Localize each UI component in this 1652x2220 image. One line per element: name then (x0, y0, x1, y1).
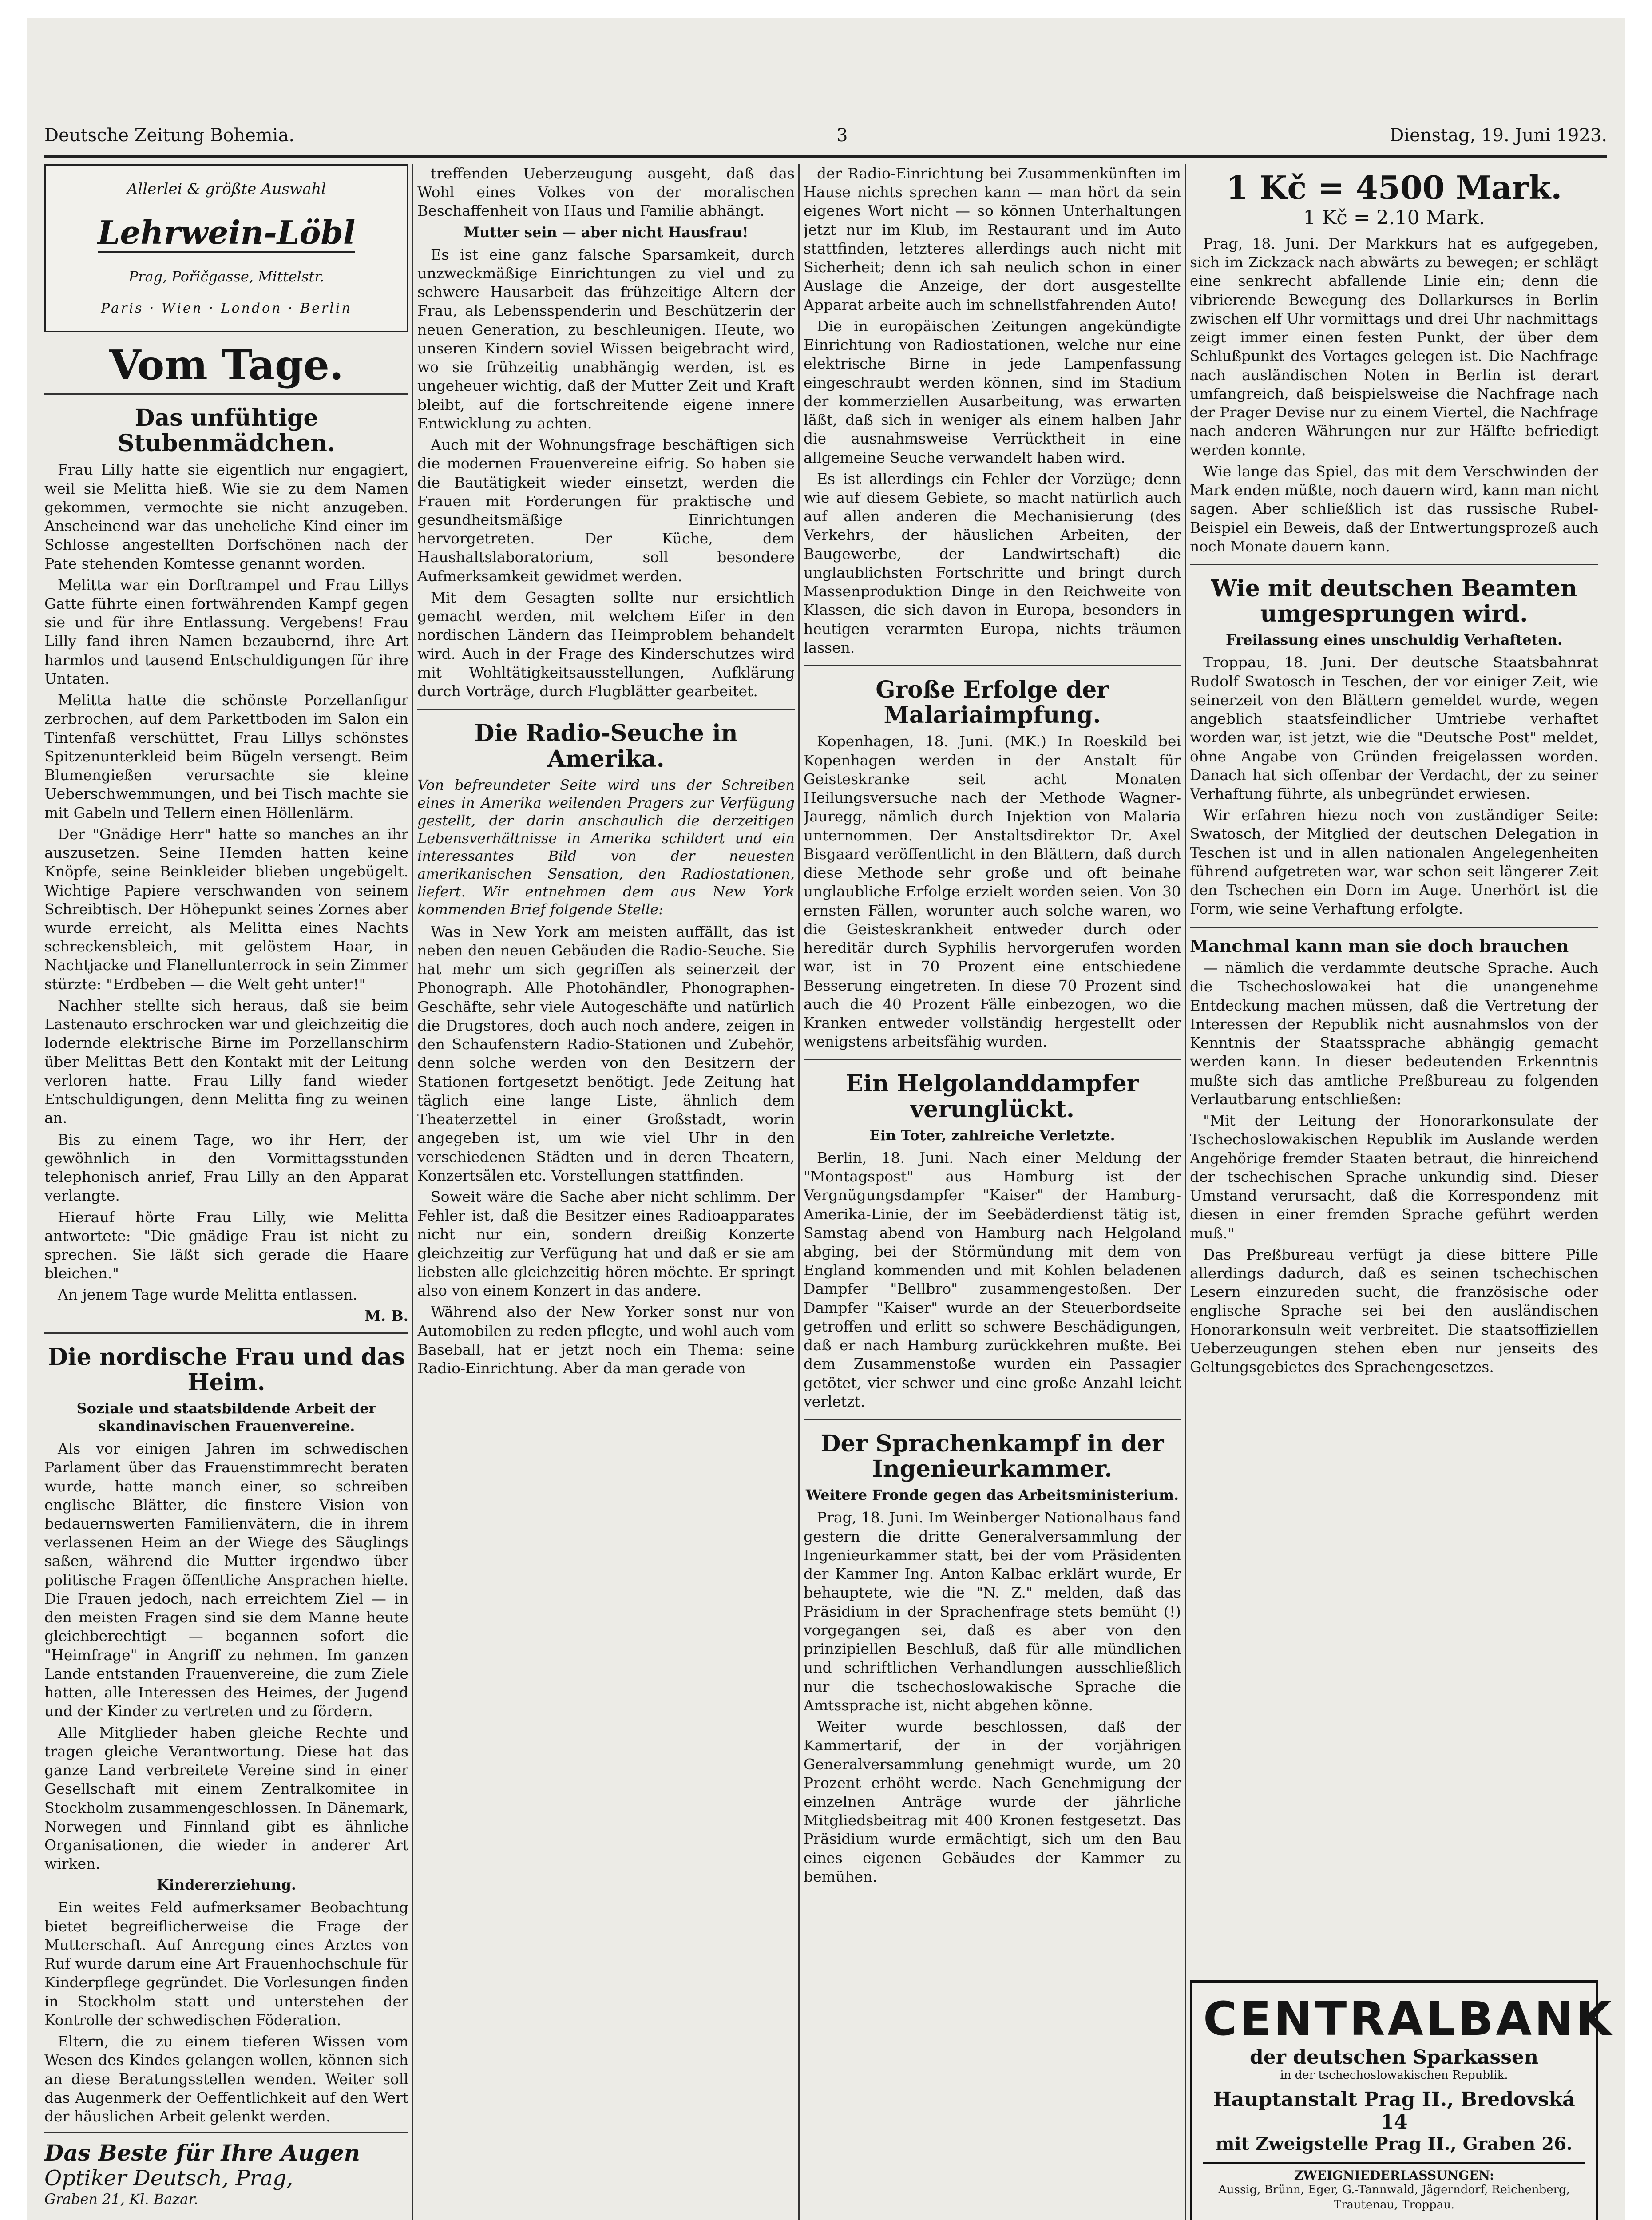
article-paragraph: Während also der New Yorker sonst nur von Automobilen zu reden pflegte, und wohl auch vom Baseball, hat er jetzt noch ein Thema: seine Radio-Einrichtung. Aber da man gerade von (417, 1303, 795, 1377)
bank-branches: Aussig, Brünn, Eger, G.-Tannwald, Jägerndorf, Reichenberg, Trautenau, Troppau. (1218, 2183, 1570, 2212)
article-paragraph: Kopenhagen, 18. Juni. (MK.) In Roeskild bei Kopenhagen werden in der Anstalt für Geisteskranke seit acht Monaten Heilungsversuche nach der Methode Wagner-Jauregg, nämlich durch Injektion von Malaria unternommen. Der Anstaltsdirektor Dr. Axel Bisgaard veröffentlicht in den Blättern, daß durch diese Methode sehr große und oft beinahe unglaubliche Erfolge erzielt worden seien. Von 30 ernsten Fällen, worunter auch solche waren, wo die Geisteskrankheit entweder durch oder hereditär durch Syphilis hervorgerufen worden war, ist in 70 Prozent eine entschiedene Besserung eingetreten. In diese 70 Prozent sind auch die 40 Prozent Fälle einbezogen, wo die Kranken entweder vollständig hergestellt oder wenigstens arbeitsfähig wurden. (804, 733, 1181, 1051)
article-paragraph: Der "Gnädige Herr" hatte so manches an ihr auszusetzen. Seine Hemden hatten keine Knöpfe, seine Beinkleider blieben ungebügelt. Wichtige Papiere verschwanden von seinem Schreibtisch. Der Höhepunkt seines Zornes aber wurde erreicht, als Melitta eines Nachts schreckensbleich, mit gelöstem Haar, in Nachtjacke und Flanellunterrock in sein Zimmer stürzte: "Erdbeben — die Welt geht unter!" (44, 825, 408, 993)
divider (1190, 927, 1598, 928)
bank-headquarters: Hauptanstalt Prag II., Bredovská 14 (1213, 2088, 1575, 2133)
article-paragraph: Prag, 18. Juni. Im Weinberger Nationalhaus fand gestern die dritte Generalversammlung der Ingenieurkammer statt, bei der vom Präsidenten der Kammer Ing. Anton Kalbac erklärt wurde, Er behauptete, wie die "N. Z." melden, daß das Präsidium in der Sprachenfrage stets bemüht (!) vorgegangen sei, daß es aber von den prinzipiellen Beschluß, daß für alle mündlichen und schriftlichen Verhandlungen ausschließlich nur die tschechoslowakische Sprache die Amtssprache ist, nicht abgehen könne. (804, 1509, 1181, 1714)
article-paragraph: Weiter wurde beschlossen, daß der Kammertarif, der in der vorjährigen Generalversammlung genehmigt wurde, um 20 Prozent erhöht werde. Nach Genehmigung der einzelnen Anträge wurde der jährliche Mitgliedsbeitrag mit 400 Kronen festgesetzt. Das Präsidium wurde ermächtigt, sich um den Bau eines eigenen Gebäudes der Kammer zu bemühen. (804, 1718, 1181, 1885)
bank-subtitle: der deutschen Sparkassen (1250, 2046, 1538, 2069)
article-paragraph: "Mit der Leitung der Honorarkonsulate der Tschechoslowakischen Republik im Auslande werden Angehörige fremder Staaten betraut, die hinreichend der tschechischen Sprache unkundig sind. Dieser Umstand verursacht, daß die Korrespondenz mit diesen in einer fremden Sprache geführt werden muß." (1190, 1112, 1598, 1242)
article-heading: Manchmal kann man sie doch brauchen (1190, 936, 1569, 956)
column-4 (1190, 164, 1598, 1958)
article-subsection: Kindererziehung. (156, 1876, 297, 1894)
article-subheading: Ein Toter, zahlreiche Verletzte. (869, 1126, 1115, 1144)
bank-branches-label: ZWEIGNIEDERLASSUNGEN: (1203, 2162, 1585, 2183)
page-number: 3 (836, 125, 848, 146)
article-paragraph: Hierauf hörte Frau Lilly, wie Melitta antwortete: "Die gnädige Frau ist nicht zu sprechen. Sie läßt sich gerade die Haare bleichen." (44, 1208, 408, 1282)
article-paragraph: Mit dem Gesagten sollte nur ersichtlich gemacht werden, mit welchem Eifer in den nordischen Ländern das Heimproblem behandelt wird. Auch in der Frage des Kinderschutzes wird mit Wohltätigkeitsausstellungen, Aufklärung durch Vorträge, durch Flugblätter gearbeitet. (417, 588, 795, 700)
article-lead: Von befreundeter Seite wird uns der Schreiben eines in Amerika weilenden Pragers zur Verfügung gestellt, der darin anschaulich die derzeitigen Lebensverhältnisse in Amerika schildert und ein interessantes Bild von der neuesten amerikanischen Sensation, den Radiostationen, liefert. Wir entnehmen dem aus New York kommenden Brief folgende Stelle: (417, 776, 795, 918)
divider (1190, 564, 1598, 565)
column-3 (804, 164, 1181, 1889)
column-rule (412, 164, 413, 2220)
article-paragraph: Frau Lilly hatte sie eigentlich nur engagiert, weil sie Melitta hieß. Wie sie zu dem Namen gekommen, vermochte sie nicht anzugeben. Anscheinend war das uneheliche Kind einer im Schlosse angestellten Dorfschönen nach der Pate stehenden Komtesse genannt worden. (44, 461, 408, 572)
ad-name: Optiker Deutsch, Prag, (44, 2166, 293, 2191)
article-paragraph: Berlin, 18. Juni. Nach einer Meldung der "Montagspost" aus Hamburg ist der Vergnügungsdampfer "Kaiser" der Hamburg-Amerika-Linie, der im Seebäderdienst tätig ist, Samstag abend von Hamburg nach Helgoland abging, bei der Störmündung mit dem von England kommenden und mit Kohlen beladenen Dampfer "Bellbro" zusammengestoßen. Der Dampfer "Kaiser" wurde an der Steuerbordseite getroffen und erlitt so schwere Beschädigungen, daß er nach Hamburg zurückkehren mußte. Bei dem Zusammenstoße wurden ein Passagier getötet, vier schwer und eine große Anzahl leicht verletzt. (804, 1149, 1181, 1410)
logo-cities: Paris · Wien · London · Berlin (101, 300, 352, 316)
article-paragraph: Bis zu einem Tage, wo ihr Herr, der gewöhnlich in den Vormittagsstunden telephonisch anrief, Frau Lilly an den Apparat verlangte. (44, 1130, 408, 1205)
article-heading: Das unfühtige Stubenmädchen. (117, 404, 336, 457)
page-header (44, 115, 1607, 158)
article-paragraph: Wie lange das Spiel, das mit dem Verschwinden der Mark enden müßte, noch dauern wird, kann man nicht sagen. Aber schließlich ist das russische Rubel-Beispiel ein Beweis, daß der Entwertungsprozeß auch noch Monate dauern kann. (1190, 462, 1598, 555)
article-heading: Wie mit deutschen Beamten umgesprungen wird. (1211, 575, 1577, 628)
article-signature: M. B. (364, 1307, 408, 1324)
exchange-rate-subline: 1 Kč = 2.10 Mark. (1303, 206, 1485, 229)
article-paragraph: — nämlich die verdammte deutsche Sprache. Auch die Tschechoslowakei hat die unangenehme Entdeckung machen müssen, daß die Vertretung der Interessen der Republik nicht ausnahmslos von der Kenntnis der Staatssprache abhängig gemacht werden kann. In dieser bedeutenden Erkenntnis mußte sich das amtliche Preßbureau zu folgenden Verlautbarung entschließen: (1190, 959, 1598, 1108)
logo-name: Lehrwein-Löbl (98, 214, 355, 253)
article-paragraph: Was in New York am meisten auffällt, das ist neben den neuen Gebäuden die Radio-Seuche. Sie hat mehr um sich gegriffen als seinerzeit der Phonograph. Alle Photohändler, Phonographen-Geschäfte, sehr viele Autogeschäfte und natürlich die Drugstores, doch auch noch andere, zeigen in den Schaufenstern Radio-Stationen und Zubehör, denn solche werden von den Besitzern der Stationen fortgesetzt benötigt. Jede Zeitung hat täglich eine lange Liste, ähnlich dem Theaterzettel in einer Großstadt, worin angegeben ist, um wie viel Uhr in den verschiedenen Städten und in deren Theatern, Konzertsälen etc. Vorstellungen stattfinden. (417, 923, 795, 1184)
article-subheading: Weitere Fronde gegen das Arbeitsministerium. (805, 1487, 1179, 1504)
article-paragraph: Die in europäischen Zeitungen angekündigte Einrichtung von Radiostationen, welche nur eine elektrische Birne in jede Lampenfassung eingeschraubt werden können, sind im Stadium der kommerziellen Ausarbeitung, was erwarten läßt, daß sich in weniger als einem halben Jahr die ausnahmsweise Verrücktheit in eine allgemeine Seuche verwandelt haben wird. (804, 317, 1181, 466)
optician-advertisement (44, 2132, 408, 2208)
column-rule (1185, 164, 1186, 2220)
article-heading: Die nordische Frau und das Heim. (48, 1343, 405, 1396)
divider (804, 665, 1181, 666)
logo-tagline: Allerlei & größte Auswahl (127, 180, 326, 198)
paper-name: Deutsche Zeitung Bohemia. (44, 125, 295, 146)
article-paragraph: Eltern, die zu einem tieferen Wissen vom Wesen des Kindes gelangen wollen, können sich an diese Beratungsstellen wenden. Weiter soll das Augenmerk der Oeffentlichkeit auf den Wert der häuslichen Arbeit gelenkt werden. (44, 2033, 408, 2125)
article-subsection: Mutter sein — aber nicht Hausfrau! (464, 223, 749, 241)
divider (44, 1332, 408, 1334)
column-rule (798, 164, 800, 2220)
ad-address: Graben 21, Kl. Bazar. (44, 2191, 198, 2208)
bank-title: CENTRALBANK (1203, 1992, 1614, 2046)
article-paragraph: Ein weites Feld aufmerksamer Beobachtung bietet begreiflicherweise die Frage der Mutterschaft. Auf Anregung eines Arztes von Ruf wurde darum eine Art Frauenhochschule für Kinderpflege gegründet. Die Vorlesungen finden in Stockholm statt und unterstehen der Kontrolle der schwedischen Föderation. (44, 1899, 408, 2029)
divider (804, 1059, 1181, 1060)
ad-headline: Das Beste für Ihre Augen (44, 2140, 361, 2166)
issue-date: Dienstag, 19. Juni 1923. (1390, 125, 1607, 146)
article-paragraph: Es ist eine ganz falsche Sparsamkeit, durch unzweckmäßige Einrichtungen zu viel und zu schwere Hausarbeit das frühzeitige Altern der Frau, als Lebensspenderin und Beschützerin der neuen Generation, zu beschleunigen. Heute, wo unseren Kindern soviel Wissen beigebracht wird, wo sie frühzeitig unabhängig werden, ist es ungeheuer wichtig, daß der Mutter Zeit und Kraft bleibt, auf die fortschreitende eigene innere Entwicklung zu achten. (417, 246, 795, 432)
divider (417, 709, 795, 710)
article-paragraph: Soweit wäre die Sache aber nicht schlimm. Der Fehler ist, daß die Besitzer eines Radioapparates nicht nur ein, sondern dreißig Konzerte gleichzeitig zur Verfügung hat und daß er sie am liebsten alle gleichzeitig hören möchte. Er springt also von einem Konzert in das andere. (417, 1188, 795, 1300)
logo-advertisement (44, 164, 408, 332)
article-paragraph: An jenem Tage wurde Melitta entlassen. (58, 1286, 358, 1304)
bank-advertisement (1190, 1980, 1614, 2220)
article-heading: Ein Helgolanddampfer verunglückt. (845, 1070, 1139, 1123)
article-paragraph: Alle Mitglieder haben gleiche Rechte und tragen gleiche Verantwortung. Diese hat das ganze Land verbreitete Vereine sind in einer Gesellschaft mit einem Zentralkomitee in Stockholm zusammengeschlossen. In Dänemark, Norwegen und Finnland gibt es ähnliche Organisationen, die wieder in anderer Art wirken. (44, 1724, 408, 1873)
article-heading: Der Sprachenkampf in der Ingenieurkammer. (820, 1430, 1164, 1483)
divider (804, 1419, 1181, 1420)
bank-country: in der tschechoslowakischen Republik. (1280, 2069, 1508, 2082)
newspaper-page (27, 18, 1625, 2220)
article-paragraph: Troppau, 18. Juni. Der deutsche Staatsbahnrat Rudolf Swatosch in Teschen, der vor einiger Zeit, wie seinerzeit von den Blättern gemeldet wurde, wegen angeblich staatsfeindlicher Umtriebe verhaftet worden war, ist jetzt, wie die "Deutsche Post" meldet, ohne Angabe von Gründen freigelassen worden. Danach hat sich offenbar der Verdacht, der zu seiner Verhaftung führte, als unbegründet erwiesen. (1190, 654, 1598, 802)
article-paragraph: Prag, 18. Juni. Der Markkurs hat es aufgegeben, sich im Zickzack nach abwärts zu bewegen; er schlägt eine senkrecht abfallende Linie ein; denn die vibrierende Bewegung des Dollarkurses in Berlin zwischen elf Uhr vormittags und drei Uhr nachmittags zeigt immer einen festen Punkt, der über dem Schlußpunkt des Vortages gelegen ist. Die Nachfrage nach ausländischen Noten in Berlin ist derart umfangreich, daß beispielsweise die Nachfrage nach der Prager Devise nur zu einem Viertel, die Nachfrage nach anderen Währungen nur zur Hälfte befriedigt werden konnte. (1190, 235, 1598, 459)
bank-branch: mit Zweigstelle Prag II., Graben 26. (1216, 2133, 1573, 2154)
article-paragraph: Melitta war ein Dorftrampel und Frau Lillys Gatte führte einen fortwährenden Kampf gegen sie und für ihre Entlassung. Vergebens! Frau Lilly fand ihren Namen bezaubernd, ihre Art harmlos und tausend Entschuldigungen für ihre Untaten. (44, 576, 408, 687)
article-paragraph: treffenden Ueberzeugung ausgeht, daß das Wohl eines Volkes von der moralischen Beschaffenheit von Haus und Familie abhängt. (417, 165, 795, 220)
article-paragraph: der Radio-Einrichtung bei Zusammenkünften im Hause nichts sprechen kann — man hört da sein eigenes Wort nicht — so können Unterhaltungen jetzt nur im Klub, im Restaurant und im Auto stattfinden, letzteres allerdings auch nicht mit Sicherheit; denn ich sah neulich schon in einer Auslage die Anzeige, der dort ausgestellte Apparat arbeite auch im schnellstfahrenden Auto! (804, 165, 1181, 313)
article-paragraph: Als vor einigen Jahren im schwedischen Parlament über das Frauenstimmrecht beraten wurde, hatte manch einer, so schreiben englische Blätter, die finstere Vision von bedauernswerten Familienvätern, die in ihrem verlassenen Heim an der Wiege des Säuglings saßen, während die Mutter irgendwo über politische Fragen öffentliche Ansprachen hielte. Die Frauen jedoch, nach erreichtem Ziel — in den meisten Fragen sind sie dem Manne heute gleichberechtigt — begannen sofort die "Heimfrage" in Angriff zu nehmen. Im ganzen Lande entstanden Frauenvereine, die zum Ziele hatten, alle Interessen des Heimes, der Jugend und der Kinder zu vertreten und zu fördern. (44, 1440, 408, 1720)
article-heading: Große Erfolge der Malariaimpfung. (876, 676, 1109, 729)
article-subheading: Freilassung eines unschuldig Verhafteten. (1225, 631, 1563, 649)
column-2 (417, 164, 795, 1380)
article-paragraph: Das Preßbureau verfügt ja diese bittere Pille allerdings dadurch, daß es seinen tschechischen Lesern einzureden sucht, die französische oder englische Sprache sei bei den ausländischen Honorarkonsuln weit verbreitet. Die staatsoffiziellen Ueberzeugungen stehen eben nur jenseits des Geltungsgebietes des Sprachengesetzes. (1190, 1245, 1598, 1376)
article-paragraph: Auch mit der Wohnungsfrage beschäftigen sich die modernen Frauenvereine eifrig. So haben sie die Bautätigkeit wieder einsetzt, werden die Frauen mit Forderungen für praktische und gesundheitsmäßige Einrichtungen hervorgetreten. Der Küche, dem Haushaltslaboratorium, soll besondere Aufmerksamkeit gewidmet werden. (417, 436, 795, 585)
column-1 (44, 164, 408, 2208)
article-paragraph: Nachher stellte sich heraus, daß sie beim Lastenauto erschrocken war und gleichzeitig die lodernde elektrische Birne im Porzellanschirm über Melittas Bett den Kontakt mit der Leitung verloren hatte. Frau Lilly fand wieder Entschuldigungen, denn Melitta fing zu weinen an. (44, 996, 408, 1127)
logo-address: Prag, Pořičgasse, Mittelstr. (128, 268, 325, 285)
article-paragraph: Wir erfahren hiezu noch von zuständiger Seite: Swatosch, der Mitglied der deutschen Delegation in Teschen ist und in allen nationalen Angelegenheiten führend aufgetreten war, war schon seit längerer Zeit den Tschechen ein Dorn im Auge. Unerhört ist die Form, wie seine Verhaftung erfolgte. (1190, 806, 1598, 918)
exchange-rate-headline: 1 Kč = 4500 Mark. (1226, 169, 1562, 206)
section-title: Vom Tage. (44, 341, 408, 395)
article-paragraph: Melitta hatte die schönste Porzellanfigur zerbrochen, auf dem Parkettboden im Salon ein Tintenfaß verschüttet, Frau Lillys schönstes Spitzenunterkleid beim Bügeln versengt. Beim Blumengießen verursachte sie kleine Ueberschwemmungen, und bei Tisch machte sie mit Gabeln und Tellern einen Höllenlärm. (44, 691, 408, 821)
article-subheading: Soziale und staatsbildende Arbeit der skandinavischen Frauenvereine. (76, 1400, 376, 1435)
article-heading: Die Radio-Seuche in Amerika. (474, 720, 738, 773)
article-paragraph: Es ist allerdings ein Fehler der Vorzüge; denn wie auf diesem Gebiete, so macht natürlich auch auf allen anderen die Mechanisierung (des Verkehrs, der häuslichen Arbeiten, der Baugewerbe, der Landwirtschaft) die unglaublichsten Fortschritte und bringt durch Massenproduktion Dinge in den Reichweite von Klassen, die sich davon in Europa, besonders in heutigen verarmten Europa, nichts träumen lassen. (804, 470, 1181, 656)
